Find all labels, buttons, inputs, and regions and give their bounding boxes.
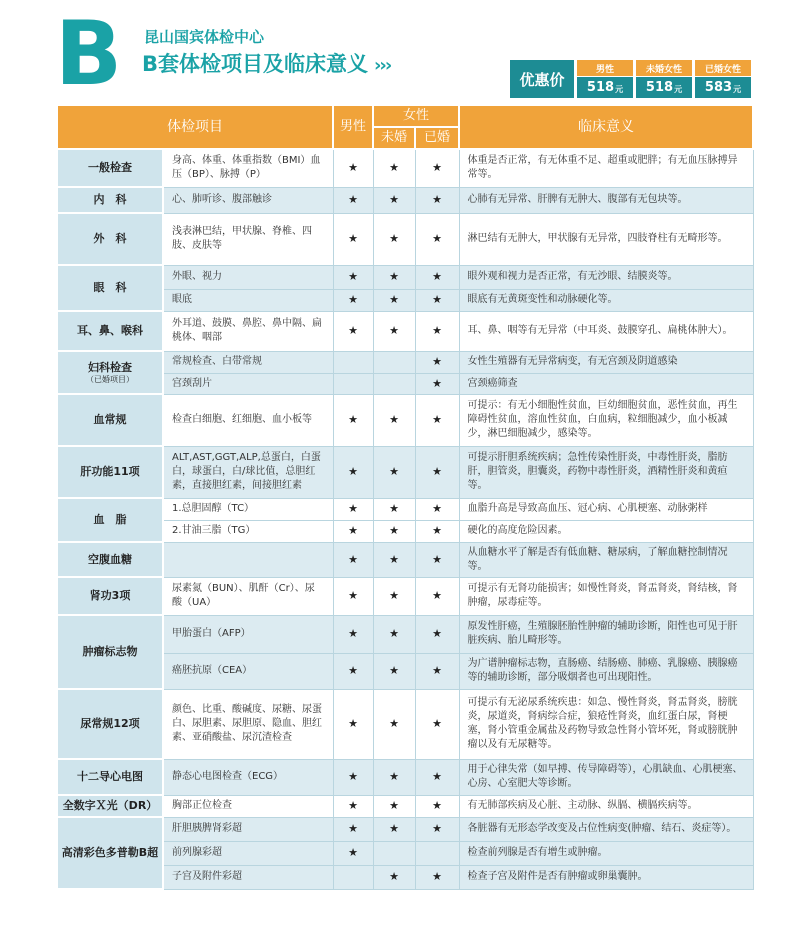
meaning-cell: 眼底有无黄斑变性和动脉硬化等。 <box>459 289 753 311</box>
category-cell: 外 科 <box>57 213 163 265</box>
meaning-cell: 可提示：有无小细胞性贫血，巨幼细胞贫血，恶性贫血，再生障碍性贫血，溶血性贫血，白血病，粒细胞减少，血小板减少，淋巴细胞减少，感染等。 <box>459 394 753 446</box>
male-mark: ★ <box>333 615 373 653</box>
price-label: 优惠价 <box>510 60 574 98</box>
item-cell: 静态心电图检查（ECG） <box>163 759 333 795</box>
meaning-cell: 眼外观和视力是否正常，有无沙眼、结膜炎等。 <box>459 265 753 289</box>
price-unmarried-female <box>636 60 692 98</box>
male-mark: ★ <box>333 289 373 311</box>
header-item: 体检项目 <box>57 105 333 149</box>
meaning-cell: 各脏器有无形态学改变及占位性病变(肿瘤、结石、炎症等）。 <box>459 817 753 841</box>
item-cell: 尿素氮（BUN）、肌酐（Cr）、尿酸（UA） <box>163 577 333 615</box>
meaning-cell: 为广谱肿瘤标志物，直肠癌、结肠癌、肺癌、乳腺癌、胰腺癌等的辅助诊断，部分吸烟者也可出现阳性。 <box>459 653 753 689</box>
price-value: 518 元 <box>636 77 692 98</box>
category-cell: 内 科 <box>57 187 163 213</box>
meaning-cell: 宫颈癌筛查 <box>459 373 753 394</box>
male-mark: ★ <box>333 394 373 446</box>
unmarried-mark: ★ <box>373 865 415 889</box>
exam-table <box>56 104 752 890</box>
category-cell: 肾功3项 <box>57 577 163 615</box>
item-cell: 身高、体重、体重指数（BMI）血压（BP）、脉搏（P） <box>163 149 333 187</box>
married-mark: ★ <box>415 542 459 577</box>
item-cell: 常规检查、白带常规 <box>163 351 333 373</box>
title-text: 体检项目及临床意义 <box>179 52 369 76</box>
item-cell: 前列腺彩超 <box>163 841 333 865</box>
category-cell: 肝功能11项 <box>57 446 163 498</box>
item-cell: 心、肺听诊、腹部触诊 <box>163 187 333 213</box>
item-cell: ALT,AST,GGT,ALP,总蛋白，白蛋白，球蛋白，白/球比值，总胆红素，直接胆红素，间接胆红素 <box>163 446 333 498</box>
male-mark: ★ <box>333 795 373 817</box>
meaning-cell: 可提示有无泌尿系统疾患：如急、慢性肾炎，肾盂肾炎，膀胱炎，尿道炎，肾病综合症，狼疮性肾炎，血红蛋白尿，肾梗塞，肾小管重金属盐及药物导致急性肾小管坏死，肾或膀胱肿瘤以及有无尿糖等。 <box>459 689 753 759</box>
married-mark: ★ <box>415 265 459 289</box>
unmarried-mark: ★ <box>373 187 415 213</box>
item-cell: 子宫及附件彩超 <box>163 865 333 889</box>
male-mark: ★ <box>333 311 373 351</box>
meaning-cell: 耳、鼻、咽等有无异常（中耳炎、鼓膜穿孔、扁桃体肿大）。 <box>459 311 753 351</box>
item-cell: 癌胚抗原（CEA） <box>163 653 333 689</box>
item-cell: 检查白细胞、红细胞、血小板等 <box>163 394 333 446</box>
item-cell: 1.总胆固醇（TC） <box>163 498 333 520</box>
married-mark: ★ <box>415 795 459 817</box>
price-group: 未婚女性 <box>636 60 692 76</box>
male-mark: ★ <box>333 653 373 689</box>
meaning-cell: 检查前列腺是否有增生或肿瘤。 <box>459 841 753 865</box>
arrows-icon: ››› <box>374 55 391 76</box>
header-unmarried: 未婚 <box>373 127 415 149</box>
unmarried-mark: ★ <box>373 795 415 817</box>
item-cell: 浅表淋巴结，甲状腺、脊椎、四肢、皮肤等 <box>163 213 333 265</box>
price-box <box>510 60 751 98</box>
meaning-cell: 用于心律失常（如早搏、传导障碍等），心肌缺血、心肌梗塞、心房、心室肥大等诊断。 <box>459 759 753 795</box>
meaning-cell: 可提示肝胆系统疾病；急性传染性肝炎，中毒性肝炎，脂肪肝，胆管炎，胆囊炎，药物中毒性肝炎，酒精性肝炎和黄疸等。 <box>459 446 753 498</box>
meaning-cell: 血脂升高是导致高血压、冠心病、心肌梗塞、动脉粥样 <box>459 498 753 520</box>
married-mark: ★ <box>415 689 459 759</box>
package-name: B套 <box>142 52 180 76</box>
unmarried-mark: ★ <box>373 311 415 351</box>
male-mark: ★ <box>333 577 373 615</box>
table-row <box>57 795 753 817</box>
item-cell: 外眼、视力 <box>163 265 333 289</box>
meaning-cell: 心肺有无异常、肝脾有无肿大、腹部有无包块等。 <box>459 187 753 213</box>
unmarried-mark: ★ <box>373 653 415 689</box>
table-row <box>57 615 753 653</box>
category-cell: 血常规 <box>57 394 163 446</box>
male-mark: ★ <box>333 498 373 520</box>
meaning-cell: 从血糖水平了解是否有低血糖、糖尿病，了解血糖控制情况等。 <box>459 542 753 577</box>
male-mark: ★ <box>333 213 373 265</box>
unmarried-mark <box>373 841 415 865</box>
table-row <box>57 446 753 498</box>
header-married: 已婚 <box>415 127 459 149</box>
price-value: 518 元 <box>577 77 633 98</box>
married-mark: ★ <box>415 149 459 187</box>
center-name: 昆山国宾体检中心 <box>144 28 265 46</box>
table-row <box>57 265 753 289</box>
category-cell: 妇科检查 （已婚项目） <box>57 351 163 394</box>
price-group: 已婚女性 <box>695 60 751 76</box>
married-mark: ★ <box>415 446 459 498</box>
table-row <box>57 394 753 446</box>
price-group: 男性 <box>577 60 633 76</box>
male-mark: ★ <box>333 841 373 865</box>
category-cell: 肿瘤标志物 <box>57 615 163 689</box>
table-row <box>57 498 753 520</box>
male-mark: ★ <box>333 446 373 498</box>
table-row <box>57 351 753 373</box>
table-row <box>57 817 753 841</box>
married-mark: ★ <box>415 351 459 373</box>
married-mark: ★ <box>415 311 459 351</box>
item-cell: 外耳道、鼓膜、鼻腔、鼻中隔、扁桃体、咽部 <box>163 311 333 351</box>
unmarried-mark <box>373 373 415 394</box>
married-mark: ★ <box>415 373 459 394</box>
male-mark: ★ <box>333 817 373 841</box>
category-cell: 空腹血糖 <box>57 542 163 577</box>
category-cell: 眼 科 <box>57 265 163 311</box>
table-row <box>57 759 753 795</box>
married-mark: ★ <box>415 289 459 311</box>
male-mark: ★ <box>333 759 373 795</box>
married-mark <box>415 841 459 865</box>
table-row <box>57 577 753 615</box>
price-married-female <box>695 60 751 98</box>
married-mark: ★ <box>415 394 459 446</box>
price-value: 583 元 <box>695 77 751 98</box>
married-mark: ★ <box>415 520 459 542</box>
married-mark: ★ <box>415 187 459 213</box>
meaning-cell: 有无肺部疾病及心脏、主动脉、纵膈、横膈疾病等。 <box>459 795 753 817</box>
male-mark <box>333 351 373 373</box>
meaning-cell: 检查子宫及附件是否有肿瘤或卵巢囊肿。 <box>459 865 753 889</box>
table-row <box>57 149 753 187</box>
logo-letter: B <box>55 2 123 105</box>
table-row <box>57 542 753 577</box>
category-cell: 一般检查 <box>57 149 163 187</box>
married-mark: ★ <box>415 213 459 265</box>
category-cell: 高清彩色多普勒B超 <box>57 817 163 889</box>
header-meaning: 临床意义 <box>459 105 753 149</box>
married-mark: ★ <box>415 817 459 841</box>
category-cell: 耳、鼻、喉科 <box>57 311 163 351</box>
married-mark: ★ <box>415 759 459 795</box>
header-male: 男性 <box>333 105 373 149</box>
married-mark: ★ <box>415 498 459 520</box>
item-cell <box>163 542 333 577</box>
unmarried-mark: ★ <box>373 149 415 187</box>
meaning-cell: 淋巴结有无肿大，甲状腺有无异常，四肢脊柱有无畸形等。 <box>459 213 753 265</box>
unmarried-mark: ★ <box>373 689 415 759</box>
male-mark: ★ <box>333 149 373 187</box>
page-title <box>142 48 390 78</box>
meaning-cell: 可提示有无肾功能损害；如慢性肾炎，肾盂肾炎，肾结核，肾肿瘤，尿毒症等。 <box>459 577 753 615</box>
item-cell: 颜色、比重、酸碱度、尿糖、尿蛋白、尿胆素、尿胆原、隐血、胆红素、亚硝酸盐、尿沉渣检查 <box>163 689 333 759</box>
unmarried-mark: ★ <box>373 817 415 841</box>
table-row <box>57 213 753 265</box>
married-mark: ★ <box>415 653 459 689</box>
meaning-cell: 原发性肝癌，生殖腺胚胎性肿瘤的辅助诊断，阳性也可见于肝脏疾病、胎儿畸形等。 <box>459 615 753 653</box>
header-female: 女性 <box>373 105 459 127</box>
unmarried-mark: ★ <box>373 615 415 653</box>
unmarried-mark: ★ <box>373 446 415 498</box>
married-mark: ★ <box>415 615 459 653</box>
category-cell: 尿常规12项 <box>57 689 163 759</box>
unmarried-mark: ★ <box>373 213 415 265</box>
male-mark: ★ <box>333 542 373 577</box>
male-mark: ★ <box>333 520 373 542</box>
item-cell: 眼底 <box>163 289 333 311</box>
unmarried-mark: ★ <box>373 577 415 615</box>
male-mark <box>333 865 373 889</box>
male-mark: ★ <box>333 265 373 289</box>
item-cell: 肝胆胰脾肾彩超 <box>163 817 333 841</box>
unmarried-mark: ★ <box>373 265 415 289</box>
category-cell: 血 脂 <box>57 498 163 542</box>
unmarried-mark: ★ <box>373 542 415 577</box>
male-mark: ★ <box>333 187 373 213</box>
item-cell: 2.甘油三脂（TG） <box>163 520 333 542</box>
unmarried-mark: ★ <box>373 498 415 520</box>
category-cell: 十二导心电图 <box>57 759 163 795</box>
meaning-cell: 体重是否正常，有无体重不足、超重或肥胖；有无血压脉搏异常等。 <box>459 149 753 187</box>
price-male <box>577 60 633 98</box>
unmarried-mark: ★ <box>373 520 415 542</box>
unmarried-mark <box>373 351 415 373</box>
unmarried-mark: ★ <box>373 394 415 446</box>
meaning-cell: 女性生殖器有无异常病变，有无宫颈及阴道感染 <box>459 351 753 373</box>
married-mark: ★ <box>415 577 459 615</box>
married-mark: ★ <box>415 865 459 889</box>
male-mark: ★ <box>333 689 373 759</box>
category-cell: 全数字Ｘ光（DR） <box>57 795 163 817</box>
item-cell: 宫颈刮片 <box>163 373 333 394</box>
unmarried-mark: ★ <box>373 289 415 311</box>
male-mark <box>333 373 373 394</box>
table-row <box>57 689 753 759</box>
item-cell: 甲胎蛋白（AFP） <box>163 615 333 653</box>
meaning-cell: 硬化的高度危险因素。 <box>459 520 753 542</box>
item-cell: 胸部正位检查 <box>163 795 333 817</box>
unmarried-mark: ★ <box>373 759 415 795</box>
table-row <box>57 311 753 351</box>
table-row <box>57 187 753 213</box>
